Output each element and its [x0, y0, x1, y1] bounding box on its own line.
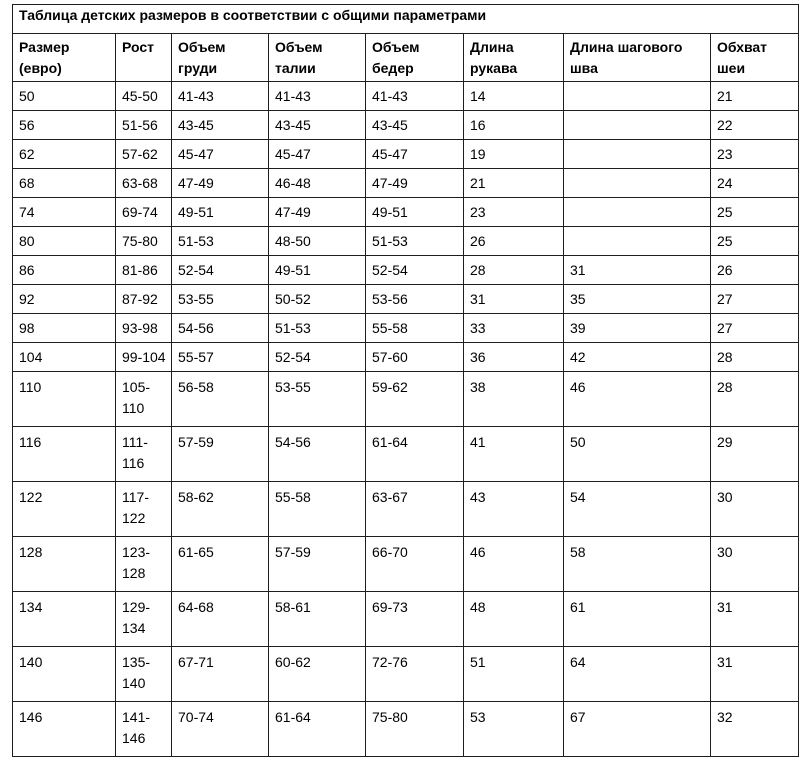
cell-chest: 41-43 [172, 82, 269, 111]
cell-chest: 55-57 [172, 343, 269, 372]
cell-height: 75-80 [116, 227, 172, 256]
cell-neck: 25 [711, 227, 799, 256]
cell-waist: 49-51 [269, 256, 366, 285]
table-row [13, 82, 799, 111]
table-row [13, 372, 799, 427]
cell-height: 141- 146 [116, 702, 172, 757]
cell-height: 135- 140 [116, 647, 172, 702]
cell-neck: 27 [711, 314, 799, 343]
cell-waist: 46-48 [269, 169, 366, 198]
table-row [13, 285, 799, 314]
cell-hips: 57-60 [366, 343, 464, 372]
cell-sleeve: 36 [464, 343, 564, 372]
cell-neck: 32 [711, 702, 799, 757]
cell-inseam: 54 [564, 482, 711, 537]
cell-chest: 54-56 [172, 314, 269, 343]
cell-inseam: 46 [564, 372, 711, 427]
cell-hips: 72-76 [366, 647, 464, 702]
cell-waist: 57-59 [269, 537, 366, 592]
cell-chest: 64-68 [172, 592, 269, 647]
table-row [13, 256, 799, 285]
cell-height: 93-98 [116, 314, 172, 343]
cell-neck: 26 [711, 256, 799, 285]
cell-height: 87-92 [116, 285, 172, 314]
cell-hips: 66-70 [366, 537, 464, 592]
cell-waist: 41-43 [269, 82, 366, 111]
cell-hips: 49-51 [366, 198, 464, 227]
cell-chest: 57-59 [172, 427, 269, 482]
cell-height: 45-50 [116, 82, 172, 111]
cell-height: 117- 122 [116, 482, 172, 537]
cell-size: 56 [13, 111, 116, 140]
cell-inseam: 35 [564, 285, 711, 314]
cell-waist: 48-50 [269, 227, 366, 256]
cell-sleeve: 46 [464, 537, 564, 592]
cell-inseam [564, 82, 711, 111]
table-row [13, 592, 799, 647]
cell-inseam: 58 [564, 537, 711, 592]
cell-sleeve: 14 [464, 82, 564, 111]
cell-inseam [564, 227, 711, 256]
cell-hips: 53-56 [366, 285, 464, 314]
cell-sleeve: 19 [464, 140, 564, 169]
cell-neck: 24 [711, 169, 799, 198]
cell-waist: 55-58 [269, 482, 366, 537]
cell-height: 129- 134 [116, 592, 172, 647]
header-row [13, 34, 799, 82]
cell-size: 104 [13, 343, 116, 372]
table-row [13, 227, 799, 256]
cell-hips: 43-45 [366, 111, 464, 140]
cell-inseam: 39 [564, 314, 711, 343]
cell-neck: 30 [711, 537, 799, 592]
cell-inseam: 50 [564, 427, 711, 482]
cell-height: 99-104 [116, 343, 172, 372]
cell-height: 81-86 [116, 256, 172, 285]
header-neck: Обхват шеи [711, 34, 799, 82]
cell-neck: 23 [711, 140, 799, 169]
cell-hips: 52-54 [366, 256, 464, 285]
table-row [13, 314, 799, 343]
cell-sleeve: 26 [464, 227, 564, 256]
cell-sleeve: 53 [464, 702, 564, 757]
cell-height: 123- 128 [116, 537, 172, 592]
cell-waist: 54-56 [269, 427, 366, 482]
cell-sleeve: 31 [464, 285, 564, 314]
cell-sleeve: 43 [464, 482, 564, 537]
cell-neck: 30 [711, 482, 799, 537]
cell-waist: 50-52 [269, 285, 366, 314]
cell-hips: 75-80 [366, 702, 464, 757]
cell-height: 69-74 [116, 198, 172, 227]
cell-chest: 49-51 [172, 198, 269, 227]
table-row [13, 343, 799, 372]
cell-hips: 55-58 [366, 314, 464, 343]
table-row [13, 111, 799, 140]
cell-hips: 59-62 [366, 372, 464, 427]
cell-size: 140 [13, 647, 116, 702]
cell-size: 74 [13, 198, 116, 227]
cell-size: 80 [13, 227, 116, 256]
cell-neck: 28 [711, 372, 799, 427]
cell-sleeve: 23 [464, 198, 564, 227]
cell-chest: 58-62 [172, 482, 269, 537]
cell-sleeve: 48 [464, 592, 564, 647]
cell-neck: 21 [711, 82, 799, 111]
cell-inseam [564, 140, 711, 169]
cell-sleeve: 51 [464, 647, 564, 702]
header-hips: Объем бедер [366, 34, 464, 82]
cell-size: 128 [13, 537, 116, 592]
cell-height: 51-56 [116, 111, 172, 140]
cell-chest: 51-53 [172, 227, 269, 256]
cell-size: 68 [13, 169, 116, 198]
cell-sleeve: 16 [464, 111, 564, 140]
cell-neck: 31 [711, 592, 799, 647]
cell-height: 105- 110 [116, 372, 172, 427]
cell-chest: 52-54 [172, 256, 269, 285]
cell-size: 92 [13, 285, 116, 314]
cell-waist: 43-45 [269, 111, 366, 140]
cell-waist: 53-55 [269, 372, 366, 427]
cell-chest: 56-58 [172, 372, 269, 427]
cell-waist: 61-64 [269, 702, 366, 757]
cell-size: 86 [13, 256, 116, 285]
cell-size: 116 [13, 427, 116, 482]
cell-hips: 63-67 [366, 482, 464, 537]
header-inseam: Длина шагового шва [564, 34, 711, 82]
cell-chest: 53-55 [172, 285, 269, 314]
cell-chest: 70-74 [172, 702, 269, 757]
header-waist: Объем талии [269, 34, 366, 82]
cell-sleeve: 41 [464, 427, 564, 482]
header-height: Рост [116, 34, 172, 82]
cell-chest: 47-49 [172, 169, 269, 198]
table-title: Таблица детских размеров в соответствии с общими параметрами [13, 5, 799, 34]
cell-sleeve: 21 [464, 169, 564, 198]
table-row [13, 169, 799, 198]
cell-inseam: 67 [564, 702, 711, 757]
cell-inseam: 31 [564, 256, 711, 285]
header-chest: Объем груди [172, 34, 269, 82]
cell-inseam: 64 [564, 647, 711, 702]
cell-sleeve: 38 [464, 372, 564, 427]
cell-size: 122 [13, 482, 116, 537]
table-row [13, 482, 799, 537]
table-row [13, 702, 799, 757]
cell-chest: 67-71 [172, 647, 269, 702]
cell-inseam [564, 169, 711, 198]
cell-waist: 52-54 [269, 343, 366, 372]
cell-hips: 61-64 [366, 427, 464, 482]
cell-inseam: 61 [564, 592, 711, 647]
cell-height: 63-68 [116, 169, 172, 198]
table-row [13, 647, 799, 702]
cell-chest: 43-45 [172, 111, 269, 140]
cell-hips: 45-47 [366, 140, 464, 169]
table-row [13, 140, 799, 169]
table-row [13, 427, 799, 482]
cell-waist: 60-62 [269, 647, 366, 702]
cell-chest: 45-47 [172, 140, 269, 169]
cell-height: 57-62 [116, 140, 172, 169]
cell-size: 134 [13, 592, 116, 647]
cell-neck: 27 [711, 285, 799, 314]
cell-size: 50 [13, 82, 116, 111]
cell-neck: 25 [711, 198, 799, 227]
cell-hips: 41-43 [366, 82, 464, 111]
cell-neck: 28 [711, 343, 799, 372]
cell-height: 111- 116 [116, 427, 172, 482]
cell-sleeve: 28 [464, 256, 564, 285]
cell-waist: 58-61 [269, 592, 366, 647]
cell-neck: 29 [711, 427, 799, 482]
cell-hips: 51-53 [366, 227, 464, 256]
cell-neck: 22 [711, 111, 799, 140]
header-sleeve: Длина рукава [464, 34, 564, 82]
table-row [13, 537, 799, 592]
cell-inseam: 42 [564, 343, 711, 372]
cell-hips: 69-73 [366, 592, 464, 647]
cell-sleeve: 33 [464, 314, 564, 343]
cell-hips: 47-49 [366, 169, 464, 198]
cell-chest: 61-65 [172, 537, 269, 592]
cell-waist: 51-53 [269, 314, 366, 343]
cell-inseam [564, 111, 711, 140]
table-body [13, 82, 799, 757]
header-size: Размер (евро) [13, 34, 116, 82]
cell-waist: 47-49 [269, 198, 366, 227]
cell-size: 110 [13, 372, 116, 427]
cell-neck: 31 [711, 647, 799, 702]
cell-size: 146 [13, 702, 116, 757]
cell-size: 62 [13, 140, 116, 169]
table-row [13, 198, 799, 227]
size-table [12, 4, 799, 757]
cell-size: 98 [13, 314, 116, 343]
cell-inseam [564, 198, 711, 227]
cell-waist: 45-47 [269, 140, 366, 169]
